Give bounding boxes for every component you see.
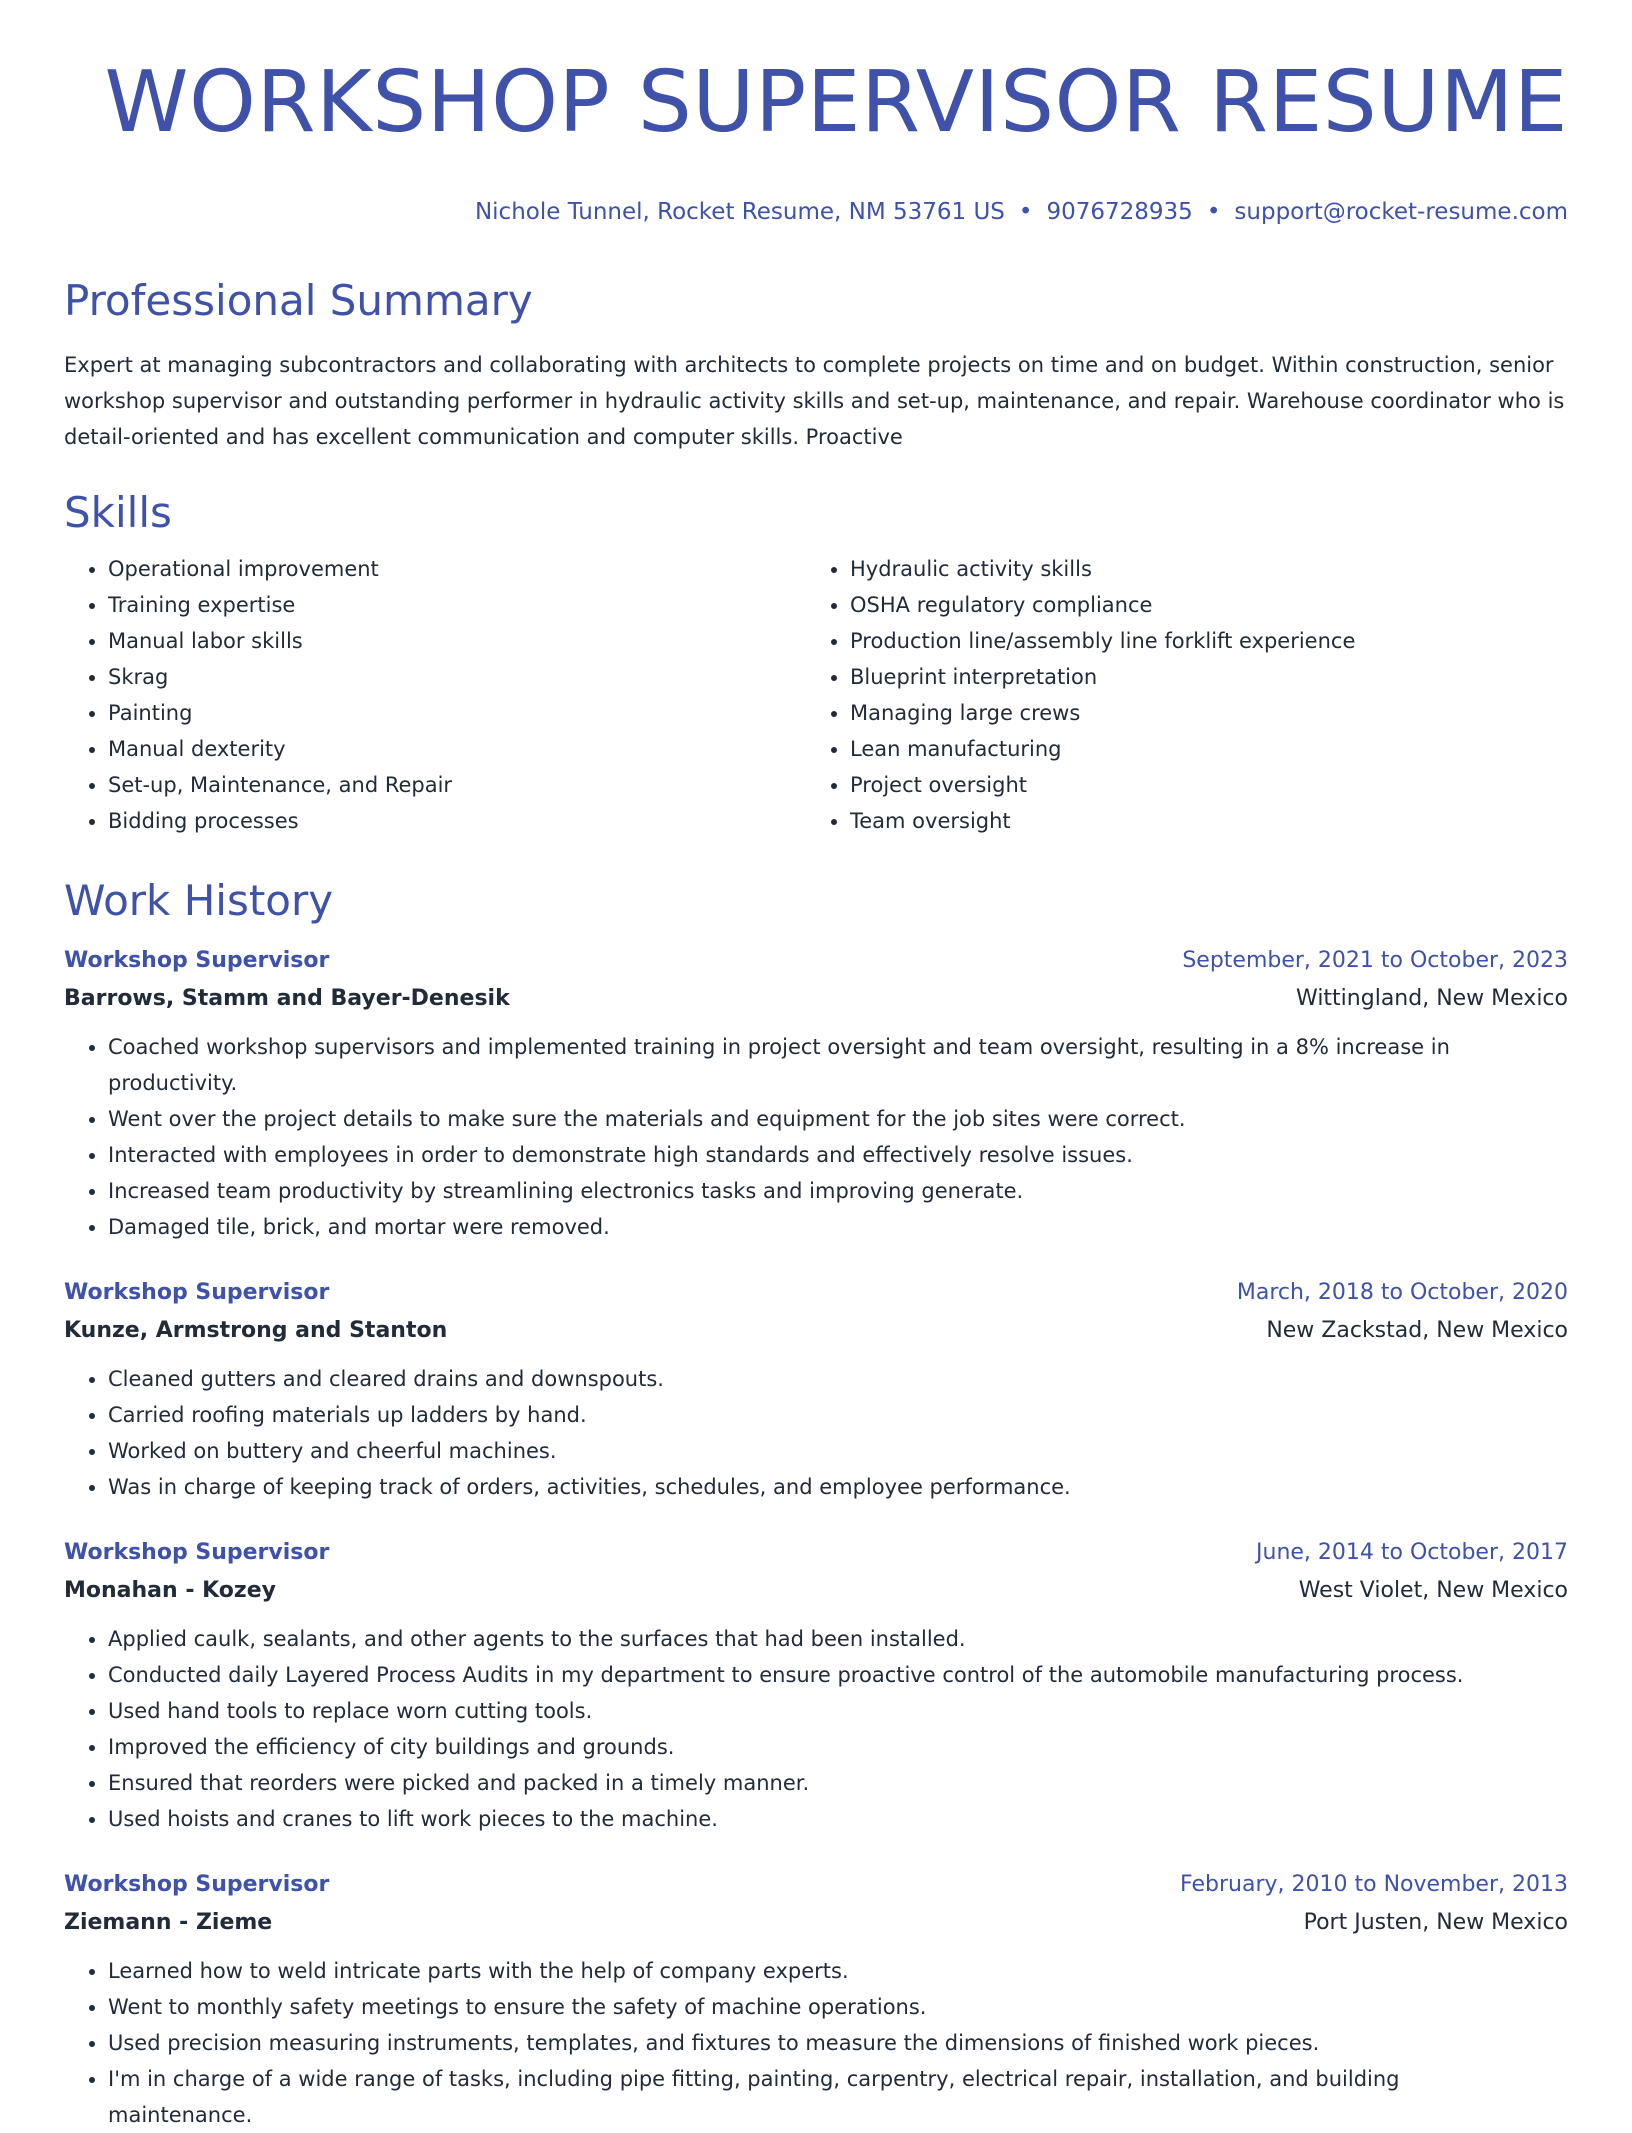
job-bullet: • Ensured that reorders were picked and packed in a timely manner. [108,1765,1568,1801]
job-entry [64,943,1568,1245]
job-bullet: • Cleaned gutters and cleared drains and downspouts. [108,1361,1568,1397]
job-dates: June, 2014 to October, 2017 [1256,1540,1568,1565]
contact-phone: 9076728935 [1046,199,1193,225]
skill-item: • OSHA regulatory compliance [850,587,1568,623]
contact-email[interactable]: support@rocket-resume.com [1234,199,1568,225]
skill-item: • Painting [108,695,806,731]
job-location: Wittingland, New Mexico [1296,986,1568,1011]
skill-item: • Manual dexterity [108,731,806,767]
job-bullet: • Used hoists and cranes to lift work pieces to the machine. [108,1801,1568,1837]
job-bullet: • Learned how to weld intricate parts with the help of company experts. [108,1953,1568,1989]
skill-item: • Bidding processes [108,803,806,839]
job-title: Workshop Supervisor [64,1872,330,1897]
skill-item: • Managing large crews [850,695,1568,731]
skill-item: • Project oversight [850,767,1568,803]
summary-heading: Professional Summary [64,276,533,325]
job-dates: February, 2010 to November, 2013 [1180,1872,1568,1897]
job-company: Ziemann - Zieme [64,1910,273,1935]
job-entry [64,1867,1568,2133]
skill-item: • Hydraulic activity skills [850,551,1568,587]
job-bullet: • Used precision measuring instruments, templates, and fixtures to measure the dimensions of finished work pieces. [108,2025,1568,2061]
job-location: West Violet, New Mexico [1298,1578,1568,1603]
job-bullet: • Coached workshop supervisors and implemented training in project oversight and team oversight, resulting in a 8% increase in productivity. [108,1029,1568,1101]
skill-item: • Production line/assembly line forklift experience [850,623,1568,659]
job-entry [64,1275,1568,1505]
skill-item: • Operational improvement [108,551,806,587]
job-bullet: • Applied caulk, sealants, and other agents to the surfaces that had been installed. [108,1621,1568,1657]
contact-separator: • [1018,199,1033,225]
skills-list-left [64,551,806,839]
job-header-row [64,1535,1568,1571]
job-entry [64,1535,1568,1837]
job-bullet: • Worked on buttery and cheerful machines. [108,1433,1568,1469]
skill-item: • Team oversight [850,803,1568,839]
job-company-row [64,1311,1568,1351]
job-title: Workshop Supervisor [64,1280,330,1305]
job-company-row [64,1903,1568,1943]
job-bullets [64,1953,1568,2133]
job-bullet: • Was in charge of keeping track of orders, activities, schedules, and employee performance. [108,1469,1568,1505]
job-company-row [64,979,1568,1019]
job-bullet: • Interacted with employees in order to demonstrate high standards and effectively resolve issues. [108,1137,1568,1173]
work-history-heading: Work History [64,876,334,925]
skill-item: • Skrag [108,659,806,695]
job-header-row [64,1275,1568,1311]
job-bullet: • Increased team productivity by streamlining electronics tasks and improving generate. [108,1173,1568,1209]
resume-title: WORKSHOP SUPERVISOR RESUME [104,53,1568,152]
job-bullets [64,1621,1568,1837]
skill-item: • Manual labor skills [108,623,806,659]
job-company: Monahan - Kozey [64,1578,276,1603]
job-location: Port Justen, New Mexico [1303,1910,1568,1935]
job-bullets [64,1029,1568,1245]
job-company: Kunze, Armstrong and Stanton [64,1318,448,1343]
contact-address: Nichole Tunnel, Rocket Resume, NM 53761 US [474,199,1005,225]
job-bullet: • Carried roofing materials up ladders by hand. [108,1397,1568,1433]
summary-text: Expert at managing subcontractors and collaborating with architects to complete projects on time and on budget. Within construction, senior workshop supervisor and outstanding performer in hydraulic activity skills and set-up, maintenance, and repair. Warehouse coordinator who is detail-oriented and has excellent communication and computer skills. Proactive [64,353,1565,449]
skill-item: • Lean manufacturing [850,731,1568,767]
job-bullets [64,1361,1568,1505]
job-title: Workshop Supervisor [64,948,330,973]
job-company-row [64,1571,1568,1611]
job-bullet: • Conducted daily Layered Process Audits in my department to ensure proactive control of the automobile manufacturing process. [108,1657,1568,1693]
skills-list-right [806,551,1568,839]
skill-item: • Blueprint interpretation [850,659,1568,695]
job-header-row [64,943,1568,979]
job-bullet: • Went to monthly safety meetings to ensure the safety of machine operations. [108,1989,1568,2025]
job-company: Barrows, Stamm and Bayer-Denesik [64,986,510,1011]
job-bullet: • Improved the efficiency of city buildings and grounds. [108,1729,1568,1765]
skills-columns [64,551,1568,839]
job-bullet: • I'm in charge of a wide range of tasks, including pipe fitting, painting, carpentry, electrical repair, installation, and building maintenance. [108,2061,1568,2133]
job-header-row [64,1867,1568,1903]
skill-item: • Set-up, Maintenance, and Repair [108,767,806,803]
job-dates: March, 2018 to October, 2020 [1236,1280,1568,1305]
contact-line [64,195,1568,229]
job-bullet: • Used hand tools to replace worn cutting tools. [108,1693,1568,1729]
contact-separator: • [1206,199,1221,225]
skills-heading: Skills [64,488,172,537]
job-title: Workshop Supervisor [64,1540,330,1565]
job-location: New Zackstad, New Mexico [1266,1318,1568,1343]
job-bullet: • Damaged tile, brick, and mortar were removed. [108,1209,1568,1245]
skill-item: • Training expertise [108,587,806,623]
job-bullet: • Went over the project details to make sure the materials and equipment for the job sites were correct. [108,1101,1568,1137]
job-dates: September, 2021 to October, 2023 [1182,948,1568,973]
